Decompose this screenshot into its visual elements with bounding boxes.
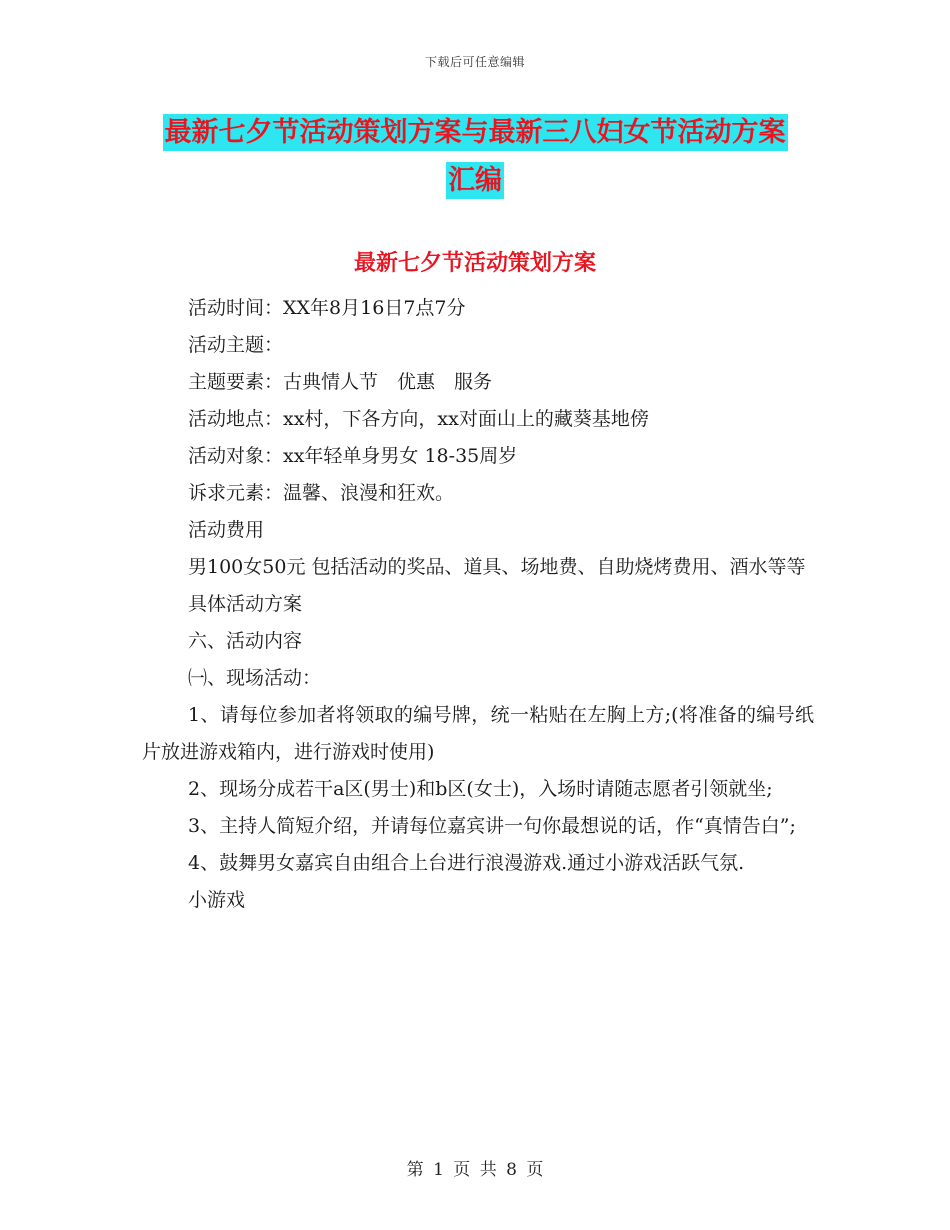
- paragraph: ㈠、现场活动：: [188, 667, 322, 689]
- paragraph: 具体活动方案: [188, 593, 303, 615]
- paragraph: 活动主题：: [188, 334, 284, 356]
- page-footer: 第 1 页 共 8 页: [406, 1160, 544, 1180]
- title-line-1: 最新七夕节活动策划方案与最新三八妇女节活动方案: [163, 114, 788, 151]
- section-title: 最新七夕节活动策划方案: [353, 251, 596, 276]
- paragraph: 1、请每位参加者将领取的编号牌，统一粘贴在左胸上方;(将准备的编号纸片放进游戏箱内，进行游戏时使用): [142, 704, 814, 763]
- paragraph: 活动费用: [188, 519, 265, 541]
- paragraph: 4、鼓舞男女嘉宾自由组合上台进行浪漫游戏.通过小游戏活跃气氛.: [188, 852, 745, 874]
- header-note: 下载后可任意编辑: [424, 55, 525, 69]
- paragraph: 六、活动内容: [188, 630, 303, 652]
- paragraph: 2、现场分成若干a区(男士)和b区(女士)，入场时请随志愿者引领就坐;: [188, 778, 773, 800]
- paragraph: 活动对象：xx年轻单身男女 18-35周岁: [188, 445, 518, 467]
- document-body: [142, 290, 814, 919]
- paragraph: 男100女50元 包括活动的奖品、道具、场地费、自助烧烤费用、酒水等等: [188, 556, 806, 578]
- title-line-2: 汇编: [446, 162, 504, 199]
- paragraph: 3、主持人简短介绍，并请每位嘉宾讲一句你最想说的话，作“真情告白”;: [188, 815, 796, 837]
- paragraph: 主题要素：古典情人节 优惠 服务: [188, 371, 493, 393]
- paragraph: 小游戏: [188, 889, 246, 911]
- document-title: [0, 109, 950, 205]
- paragraph: 活动时间：XX年8月16日7点7分: [188, 297, 466, 319]
- paragraph: 活动地点：xx村，下各方向，xx对面山上的藏葵基地傍: [188, 408, 649, 430]
- paragraph: 诉求元素：温馨、浪漫和狂欢。: [188, 482, 455, 504]
